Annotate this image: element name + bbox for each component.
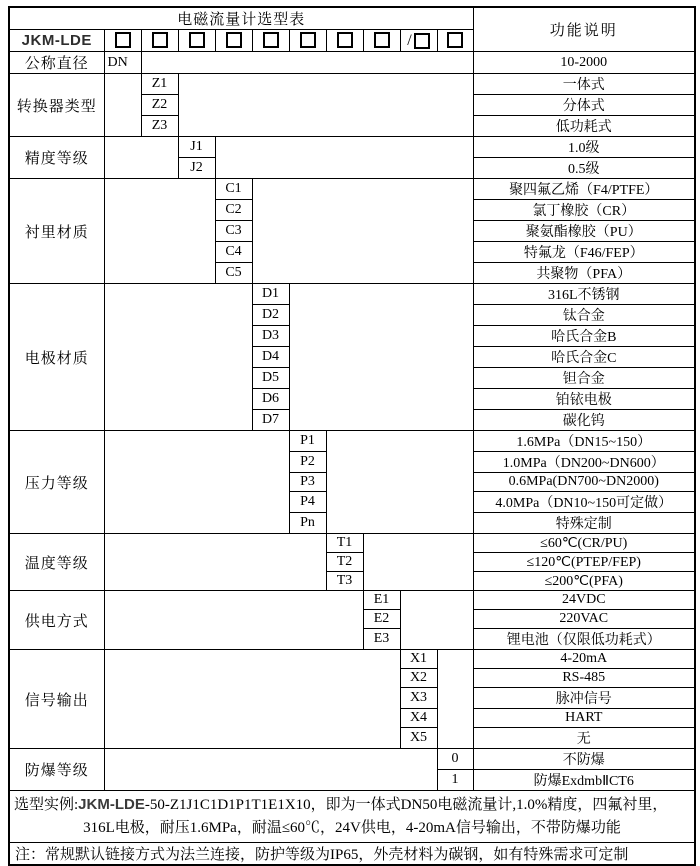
code-cell: E2 bbox=[363, 610, 400, 629]
checkbox-icon[interactable] bbox=[300, 32, 316, 48]
table-row bbox=[9, 52, 695, 74]
code-cell: P2 bbox=[289, 452, 326, 473]
table-row bbox=[9, 534, 695, 553]
desc-cell: 特殊定制 bbox=[473, 513, 695, 534]
code-cell: D3 bbox=[252, 326, 289, 347]
spacer-cell bbox=[326, 431, 473, 534]
example-line2: 316L电极，耐压1.6MPa，耐温≤60℃，24V供电，4-20mA信号输出，不带防爆功能 bbox=[83, 820, 621, 836]
note-row bbox=[9, 843, 695, 866]
code-cell: J1 bbox=[178, 137, 215, 158]
selection-table bbox=[8, 6, 696, 866]
desc-cell: HART bbox=[473, 709, 695, 728]
spacer-cell bbox=[104, 749, 437, 791]
checkbox-cell-slash bbox=[400, 30, 437, 52]
desc-cell: 0.6MPa(DN700~DN2000) bbox=[473, 473, 695, 492]
code-cell: X3 bbox=[400, 688, 437, 709]
checkbox-icon[interactable] bbox=[337, 32, 353, 48]
code-cell: P4 bbox=[289, 492, 326, 513]
spacer-cell bbox=[215, 137, 473, 179]
spacer-cell bbox=[104, 591, 363, 650]
desc-cell: 碳化钨 bbox=[473, 410, 695, 431]
spacer-cell bbox=[104, 650, 400, 749]
example-row bbox=[9, 791, 695, 843]
code-cell: 1 bbox=[437, 770, 473, 791]
code-cell: J2 bbox=[178, 158, 215, 179]
code-cell: Z2 bbox=[141, 95, 178, 116]
section-label: 防爆等级 bbox=[9, 749, 104, 791]
function-column-header: 功能说明 bbox=[473, 7, 695, 52]
example-line1 bbox=[14, 793, 690, 817]
checkbox-icon[interactable] bbox=[263, 32, 279, 48]
desc-cell: 低功耗式 bbox=[473, 116, 695, 137]
code-cell: X1 bbox=[400, 650, 437, 669]
section-label: 供电方式 bbox=[9, 591, 104, 650]
checkbox-cell bbox=[215, 30, 252, 52]
spacer-cell bbox=[289, 284, 473, 431]
code-cell: X5 bbox=[400, 728, 437, 749]
desc-cell: 锂电池（仅限低功耗式） bbox=[473, 629, 695, 650]
checkbox-icon[interactable] bbox=[226, 32, 242, 48]
table-row bbox=[9, 749, 695, 770]
code-cell: C4 bbox=[215, 242, 252, 263]
code-cell: C2 bbox=[215, 200, 252, 221]
desc-cell: 4.0MPa（DN10~150可定做） bbox=[473, 492, 695, 513]
code-cell: T3 bbox=[326, 572, 363, 591]
desc-cell: 1.0MPa（DN200~DN600） bbox=[473, 452, 695, 473]
code-cell: Z1 bbox=[141, 74, 178, 95]
checkbox-cell bbox=[104, 30, 141, 52]
code-cell: P1 bbox=[289, 431, 326, 452]
desc-cell: ≤60℃(CR/PU) bbox=[473, 534, 695, 553]
slash-separator: / bbox=[407, 31, 412, 49]
desc-cell: RS-485 bbox=[473, 669, 695, 688]
table-row bbox=[9, 74, 695, 95]
code-cell: Z3 bbox=[141, 116, 178, 137]
table-row bbox=[9, 431, 695, 452]
code-cell: E1 bbox=[363, 591, 400, 610]
code-cell: DN bbox=[104, 52, 141, 74]
page-title: 电磁流量计选型表 bbox=[9, 7, 473, 30]
desc-cell: 哈氏合金B bbox=[473, 326, 695, 347]
checkbox-icon[interactable] bbox=[374, 32, 390, 48]
table-row bbox=[9, 650, 695, 669]
checkbox-icon[interactable] bbox=[115, 32, 131, 48]
code-cell: C3 bbox=[215, 221, 252, 242]
section-label: 精度等级 bbox=[9, 137, 104, 179]
spacer-cell bbox=[104, 74, 141, 137]
section-label: 电极材质 bbox=[9, 284, 104, 431]
desc-cell: 钽合金 bbox=[473, 368, 695, 389]
section-label: 衬里材质 bbox=[9, 179, 104, 284]
desc-cell: 0.5级 bbox=[473, 158, 695, 179]
spacer-cell bbox=[141, 52, 473, 74]
checkbox-cell bbox=[289, 30, 326, 52]
checkbox-cell bbox=[363, 30, 400, 52]
desc-cell: 脉冲信号 bbox=[473, 688, 695, 709]
desc-cell: 1.6MPa（DN15~150） bbox=[473, 431, 695, 452]
selection-sheet bbox=[8, 6, 696, 866]
desc-cell: ≤200℃(PFA) bbox=[473, 572, 695, 591]
code-cell: C1 bbox=[215, 179, 252, 200]
code-cell: D7 bbox=[252, 410, 289, 431]
checkbox-icon[interactable] bbox=[447, 32, 463, 48]
checkbox-cell bbox=[252, 30, 289, 52]
code-cell: E3 bbox=[363, 629, 400, 650]
desc-cell: 1.0级 bbox=[473, 137, 695, 158]
desc-cell: 一体式 bbox=[473, 74, 695, 95]
section-label: 温度等级 bbox=[9, 534, 104, 591]
spacer-cell bbox=[363, 534, 473, 591]
code-cell: C5 bbox=[215, 263, 252, 284]
desc-cell: 特氟龙（F46/FEP） bbox=[473, 242, 695, 263]
checkbox-icon[interactable] bbox=[152, 32, 168, 48]
code-cell: X4 bbox=[400, 709, 437, 728]
desc-cell: 220VAC bbox=[473, 610, 695, 629]
code-cell: D5 bbox=[252, 368, 289, 389]
example-text bbox=[9, 791, 695, 843]
code-cell: D4 bbox=[252, 347, 289, 368]
checkbox-cell bbox=[141, 30, 178, 52]
desc-cell: 24VDC bbox=[473, 591, 695, 610]
spacer-cell bbox=[104, 284, 252, 431]
checkbox-icon[interactable] bbox=[414, 33, 430, 49]
code-cell: D1 bbox=[252, 284, 289, 305]
desc-cell: 聚四氟乙烯（F4/PTFE） bbox=[473, 179, 695, 200]
desc-cell: 10-2000 bbox=[473, 52, 695, 74]
code-cell: P3 bbox=[289, 473, 326, 492]
checkbox-icon[interactable] bbox=[189, 32, 205, 48]
example-prefix: 选型实例: bbox=[14, 797, 79, 813]
code-cell: 0 bbox=[437, 749, 473, 770]
desc-cell: ≤120℃(PTEP/FEP) bbox=[473, 553, 695, 572]
spacer-cell bbox=[252, 179, 473, 284]
spacer-cell bbox=[104, 431, 289, 534]
desc-cell: 316L不锈钢 bbox=[473, 284, 695, 305]
section-label: 公称直径 bbox=[9, 52, 104, 74]
checkbox-cell bbox=[437, 30, 473, 52]
desc-cell: 无 bbox=[473, 728, 695, 749]
desc-cell: 钛合金 bbox=[473, 305, 695, 326]
table-row bbox=[9, 591, 695, 610]
desc-cell: 氯丁橡胶（CR） bbox=[473, 200, 695, 221]
example-line1-rest: -50-Z1J1C1D1P1T1E1X10，即为一体式DN50电磁流量计,1.0%精度，四氟衬里， bbox=[144, 797, 668, 813]
code-cell: D6 bbox=[252, 389, 289, 410]
section-label: 转换器类型 bbox=[9, 74, 104, 137]
model-prefix: JKM-LDE bbox=[9, 30, 104, 52]
table-row bbox=[9, 7, 695, 30]
example-model-code: JKM-LDE bbox=[78, 796, 145, 813]
desc-cell: 防爆ExdmbⅡCT6 bbox=[473, 770, 695, 791]
spacer-cell bbox=[104, 179, 215, 284]
desc-cell: 分体式 bbox=[473, 95, 695, 116]
code-cell: T2 bbox=[326, 553, 363, 572]
code-cell: X2 bbox=[400, 669, 437, 688]
spacer-cell bbox=[400, 591, 473, 650]
section-label: 信号输出 bbox=[9, 650, 104, 749]
code-cell: Pn bbox=[289, 513, 326, 534]
code-cell: D2 bbox=[252, 305, 289, 326]
note-text: 注：常规默认链接方式为法兰连接，防护等级为IP65，外壳材料为碳钢，如有特殊需求可定制 bbox=[9, 843, 695, 866]
spacer-cell bbox=[104, 534, 326, 591]
checkbox-cell bbox=[178, 30, 215, 52]
code-cell: T1 bbox=[326, 534, 363, 553]
spacer-cell bbox=[104, 137, 178, 179]
table-row bbox=[9, 137, 695, 158]
checkbox-cell bbox=[326, 30, 363, 52]
desc-cell: 哈氏合金C bbox=[473, 347, 695, 368]
desc-cell: 共聚物（PFA） bbox=[473, 263, 695, 284]
desc-cell: 不防爆 bbox=[473, 749, 695, 770]
table-row bbox=[9, 284, 695, 305]
section-label: 压力等级 bbox=[9, 431, 104, 534]
spacer-cell bbox=[178, 74, 473, 137]
desc-cell: 聚氨酯橡胶（PU） bbox=[473, 221, 695, 242]
desc-cell: 4-20mA bbox=[473, 650, 695, 669]
table-row bbox=[9, 179, 695, 200]
spacer-cell bbox=[437, 650, 473, 749]
desc-cell: 铂铱电极 bbox=[473, 389, 695, 410]
